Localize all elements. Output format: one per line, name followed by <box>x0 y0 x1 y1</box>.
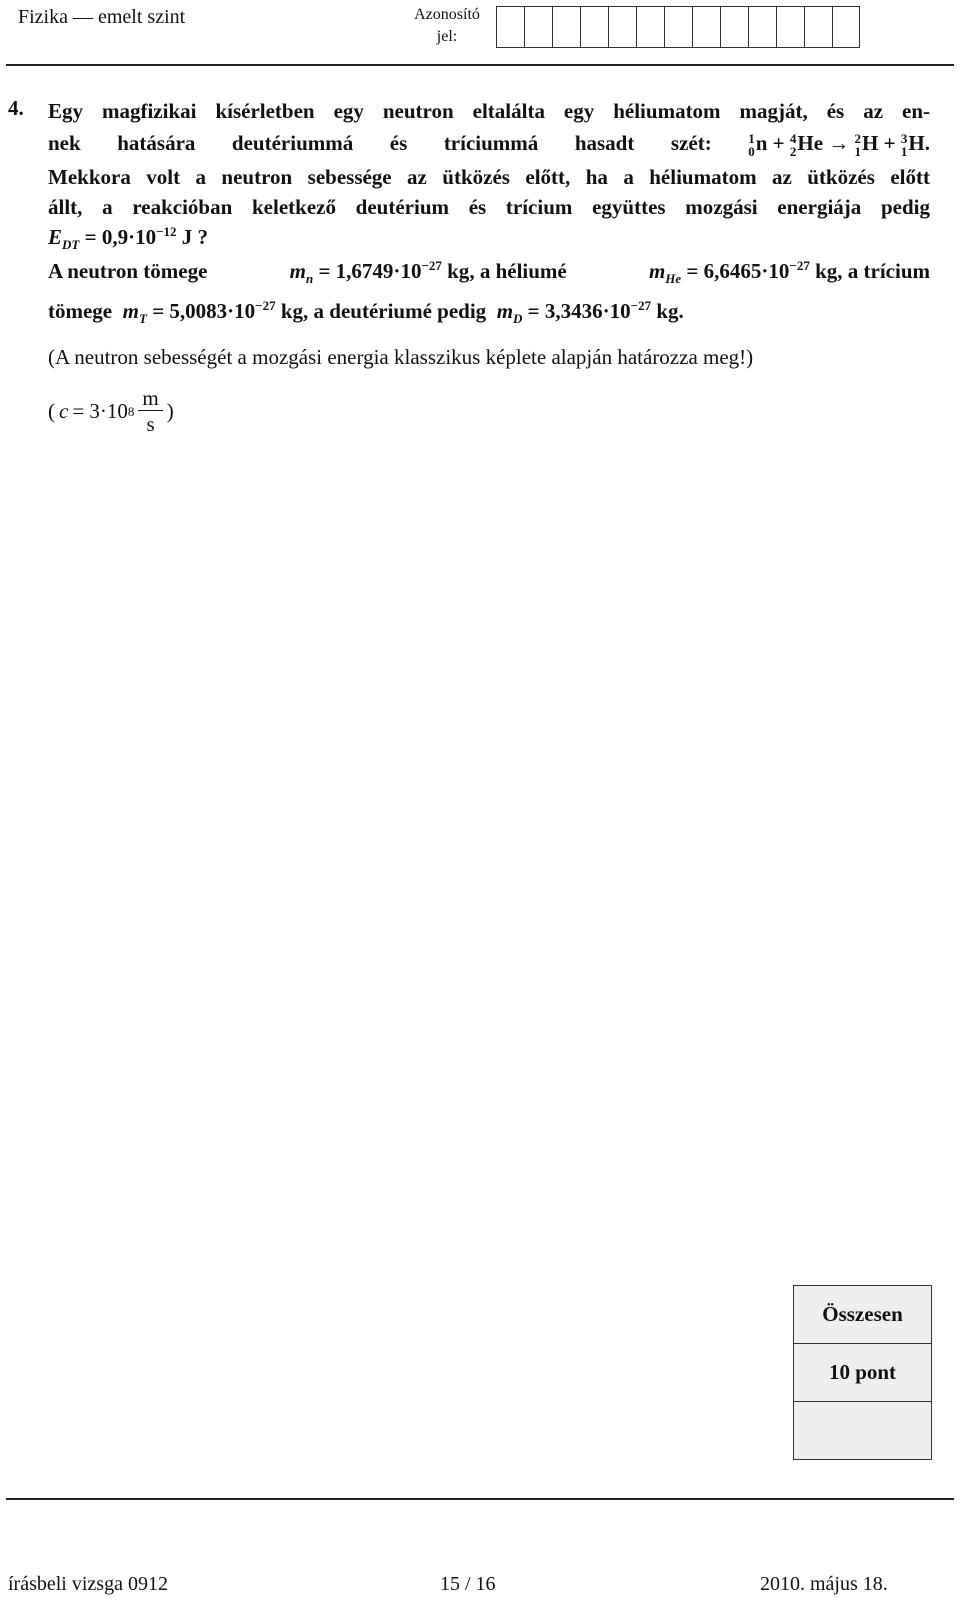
word: deutériummá <box>231 131 354 155</box>
problem-line-2 <box>48 128 930 158</box>
word: szét: <box>670 131 712 155</box>
id-box[interactable] <box>608 6 636 48</box>
id-box[interactable] <box>720 6 748 48</box>
energy-formula: $E_{DT} = 0,9\cdot 10^{-12}$ J ? <box>48 224 209 253</box>
masses-line-1: A neutron tömege $m_n = 1,6749\cdot 10^{-27}$ kg, a héliumé $m_{He} = 6,6465\cdot 10^{-27}$ kg, a trícium <box>48 258 930 287</box>
id-box[interactable] <box>664 6 692 48</box>
header-title: Fizika — emelt szint <box>18 6 186 28</box>
problem-note: (A neutron sebességét a mozgási energia klasszikus képlete alapján határozza meg!) <box>48 345 754 369</box>
word: tríciummá <box>443 131 539 155</box>
problem-line-4: állt, a reakcióban keletkező deutérium és trícium együttes mozgási energiája pedig <box>48 195 930 219</box>
id-box[interactable] <box>580 6 608 48</box>
id-box[interactable] <box>496 6 524 48</box>
plus-sign: + <box>772 131 785 155</box>
word: hatására <box>117 131 196 155</box>
score-box <box>793 1285 932 1460</box>
id-box[interactable] <box>776 6 804 48</box>
deuterium-symbol: 2 1 H <box>854 131 879 160</box>
word: nek <box>48 131 81 155</box>
speed-of-light: ( c = 3·10 8 $\frac{m}{s}$ ) <box>48 386 174 436</box>
arrow-icon: → <box>828 131 850 155</box>
problem-number: 4. <box>8 96 24 120</box>
id-box[interactable] <box>552 6 580 48</box>
footer-exam: írásbeli vizsga 0912 <box>8 1573 168 1595</box>
neutron-symbol: 1 0 n <box>748 131 768 160</box>
unit-fraction: $\frac{m}{s}$ <box>138 386 162 437</box>
footer-date: 2010. május 18. <box>760 1573 888 1595</box>
footer-divider <box>6 1498 954 1500</box>
word: és <box>389 131 408 155</box>
nuclear-reaction: 1 0 n + 4 2 He → 2 1 H + 3 1 H. <box>748 128 930 158</box>
id-box[interactable] <box>692 6 720 48</box>
id-label <box>414 4 480 48</box>
id-box[interactable] <box>748 6 776 48</box>
id-box[interactable] <box>636 6 664 48</box>
masses-line-2: tömege $m_T = 5,0083\cdot 10^{-27}$ kg, a deutériumé pedig $m_D = 3,3436\cdot 10^{-27}$ kg. <box>48 298 684 327</box>
id-label-line2: jel: <box>436 28 458 45</box>
problem-line-1: Egy magfizikai kísérletben egy neutron eltalálta egy héliumatom magját, és az en- <box>48 99 930 123</box>
id-box[interactable] <box>524 6 552 48</box>
footer-page: 15 / 16 <box>440 1573 496 1595</box>
tritium-symbol: 3 1 H <box>900 131 925 160</box>
header-divider <box>6 64 954 66</box>
score-entry[interactable] <box>794 1402 931 1459</box>
score-points: 10 pont <box>794 1344 931 1402</box>
score-label: Összesen <box>794 1286 931 1344</box>
plus-sign: + <box>883 131 896 155</box>
id-label-line1: Azonosító <box>414 6 480 23</box>
word: hasadt <box>574 131 635 155</box>
problem-line-3: Mekkora volt a neutron sebessége az ütközés előtt, ha a héliumatom az ütközés előtt <box>48 165 930 189</box>
helium-symbol: 4 2 He <box>789 131 824 160</box>
id-box[interactable] <box>804 6 832 48</box>
id-boxes <box>496 6 860 48</box>
id-box[interactable] <box>832 6 860 48</box>
